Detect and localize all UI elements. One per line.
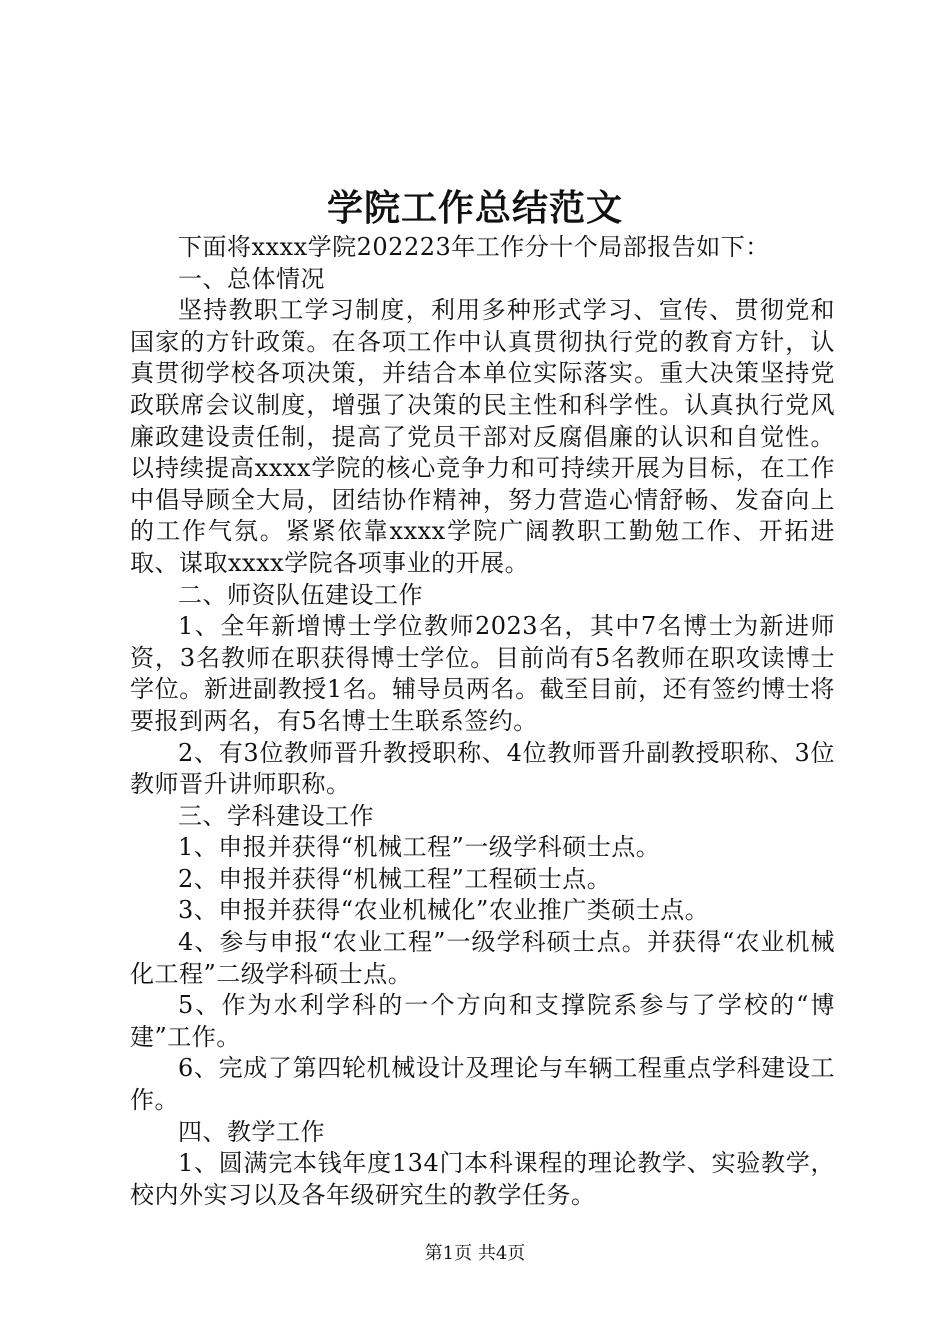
body-paragraph: 6、完成了第四轮机械设计及理论与车辆工程重点学科建设工作。 xyxy=(130,1054,835,1115)
body-paragraph: 坚持教职工学习制度，利用多种形式学习、宣传、贯彻党和国家的方针政策。在各项工作中认真贯彻执行党的教育方针，认真贯彻学校各项决策，并结合本单位实际落实。重大决策坚持党政联席会议制度，增强了决策的民主性和科学性。认真执行党风廉政建设责任制，提高了党员干部对反腐倡廉的认识和自觉性。以持续提高xxxx学院的核心竞争力和可持续开展为目标，在工作中倡导顾全大局，团结协作精神，努力营造心情舒畅、发奋向上的工作气氛。紧紧依靠xxxx学院广阔教职工勤勉工作、开拓进取、谋取xxxx学院各项事业的开展。 xyxy=(130,296,835,577)
body-paragraph: 下面将xxxx学院202223年工作分十个局部报告如下： xyxy=(178,233,770,261)
section-heading: 三、学科建设工作 xyxy=(178,801,374,830)
body-paragraph: 2、有3位教师晋升教授职称、4位教师晋升副教授职称、3位教师晋升讲师职称。 xyxy=(130,738,835,799)
body-paragraph: 1、申报并获得“机械工程”一级学科硕士点。 xyxy=(178,833,661,862)
body-paragraph: 1、圆满完本钱年度134门本科课程的理论教学、实验教学，校内外实习以及各年级研究生的教学任务。 xyxy=(130,1149,835,1209)
document-body xyxy=(130,232,835,1211)
section-heading: 四、教学工作 xyxy=(178,1117,325,1146)
body-paragraph: 3、申报并获得“农业机械化”农业推广类硕士点。 xyxy=(178,896,710,925)
body-paragraph: 1、全年新增博士学位教师2023名，其中7名博士为新进师资，3名教师在职获得博士学位。目前尚有5名教师在职攻读博士学位。新进副教授1名。辅导员两名。截至目前，还有签约博士将要报到两名，有5名博士生联系签约。 xyxy=(130,612,835,735)
page-footer: 第1页 共4页 xyxy=(424,1243,526,1264)
page-title: 学院工作总结范文 xyxy=(326,187,623,229)
section-heading: 一、总体情况 xyxy=(178,264,325,293)
section-heading: 二、师资队伍建设工作 xyxy=(178,580,423,609)
body-paragraph: 5、作为水利学科的一个方向和支撑院系参与了学校的“博建”工作。 xyxy=(130,991,835,1051)
body-paragraph: 4、参与申报“农业工程”一级学科硕士点。并获得“农业机械化工程”二级学科硕士点。 xyxy=(130,928,835,988)
body-paragraph: 2、申报并获得“机械工程”工程硕士点。 xyxy=(178,864,612,893)
